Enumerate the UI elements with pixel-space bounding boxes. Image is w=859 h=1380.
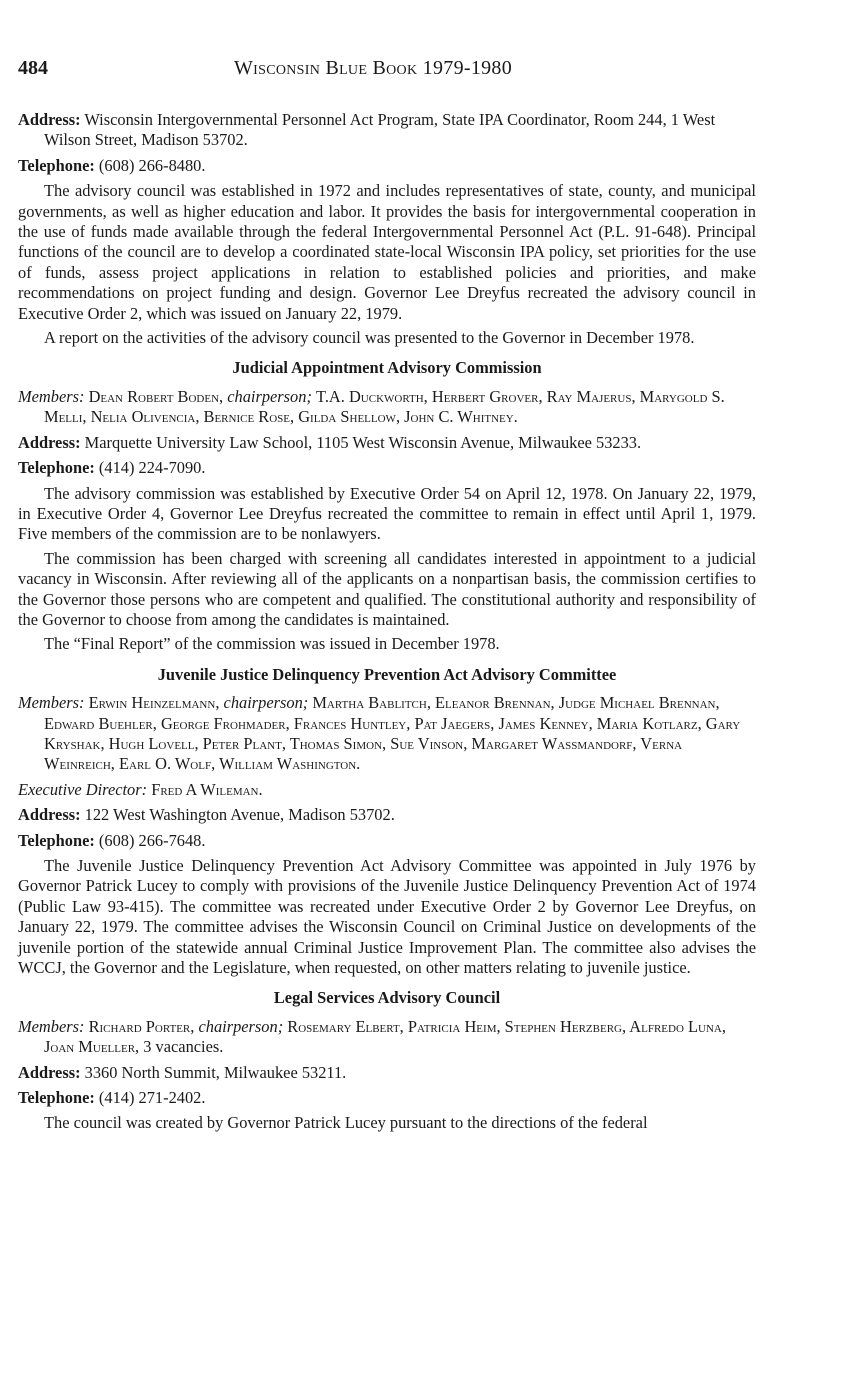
- vacancies-note: 3 vacancies.: [143, 1037, 224, 1057]
- address-label: Address:: [18, 110, 81, 129]
- legal-council-heading: Legal Services Advisory Council: [273, 988, 501, 1008]
- legal-address: [18, 1063, 756, 1083]
- members-label: Members:: [18, 1016, 85, 1036]
- members-label: Members:: [18, 386, 85, 406]
- juvenile-committee-heading: Juvenile Justice Delinquency Prevention Act Advisory Committee: [157, 664, 617, 684]
- telephone-label: Telephone:: [18, 458, 95, 478]
- address-label: Address:: [18, 1062, 81, 1082]
- address-text: Marquette University Law School, 1105 West Wisconsin Avenue, Milwaukee 53233.: [84, 432, 642, 452]
- members-list: Martha Bablitch, Eleanor Brennan, Judge Michael Brennan, Edward Buehler, George Frohmader, Frances Huntley, Pat Jaegers, James Kenney, Maria Kotlarz, Gary Kryshak, Hugh Lovell, Peter Plant, Thomas Simon, Sue Vinson, Margaret Wassmandorf, Verna Weinreich, Earl O. Wolf, William Washington.: [44, 693, 741, 774]
- judicial-paragraph-2: The commission has been charged with screening all candidates interested in appointment to a judicial vacancy in Wisconsin. After reviewing all of the applicants on a nonpartisan basis, the commission certifies to the Governor those persons who are competent and qualified. The constitutional authority and responsibility of the Governor to choose from among the candidates is maintained.: [18, 548, 756, 629]
- telephone-text: (414) 224-7090.: [98, 458, 206, 478]
- telephone-text: (414) 271-2402.: [98, 1088, 206, 1108]
- ipa-address: [18, 110, 756, 151]
- ipa-paragraph-2: A report on the activities of the advisory council was presented to the Governor in December 1978.: [44, 328, 695, 348]
- juvenile-paragraph-1: The Juvenile Justice Delinquency Prevention Act Advisory Committee was appointed in July 1976 by Governor Patrick Lucey to comply with provisions of the Juvenile Justice Delinquency Prevention Act of 1974 (Public Law 93-415). The committee was recreated under Executive Order 2 by Governor Lee Dreyfus, on January 22, 1979. The committee advises the Wisconsin Council on Criminal Justice on developments of the juvenile portion of the statewide annual Criminal Justice Improvement Plan. The committee also advises the WCCJ, the Governor and the Legislature, when requested, on other matters relating to juvenile justice.: [18, 856, 756, 978]
- juvenile-address: [18, 805, 756, 825]
- chair-name: Richard Porter,: [88, 1016, 195, 1036]
- chair-role: chairperson;: [198, 1016, 284, 1036]
- judicial-commission-heading: Judicial Appointment Advisory Commission: [232, 358, 542, 378]
- legal-paragraph-1: The council was created by Governor Patrick Lucey pursuant to the directions of the federal: [44, 1113, 648, 1133]
- judicial-address: [18, 433, 756, 453]
- juvenile-members: [18, 693, 756, 775]
- chair-role: chairperson;: [223, 693, 309, 713]
- address-text: 122 West Washington Avenue, Madison 53702.: [84, 805, 395, 825]
- running-head: Wisconsin Blue Book 1979-1980: [234, 57, 513, 79]
- juvenile-telephone: [18, 831, 756, 851]
- page-content: [18, 110, 756, 1138]
- judicial-paragraph-1: The advisory commission was established by Executive Order 54 on April 12, 1978. On January 22, 1979, in Executive Order 4, Governor Lee Dreyfus recreated the committee to remain in effect until April 1, 1979. Five members of the commission are to be nonlawyers.: [18, 483, 756, 544]
- telephone-text: (608) 266-7648.: [98, 830, 206, 850]
- address-text: Wisconsin Intergovernmental Personnel Act Program, State IPA Coordinator, Room 244, 1 West Wilson Street, Madison 53702.: [44, 110, 716, 150]
- address-label: Address:: [18, 432, 81, 452]
- chair-name: Erwin Heinzelmann,: [88, 693, 220, 713]
- members-label: Members:: [18, 693, 85, 713]
- director-name: Fred A Wileman.: [151, 779, 263, 799]
- address-label: Address:: [18, 805, 81, 825]
- judicial-members: [18, 387, 756, 428]
- members-list: T.A. Duckworth, Herbert Grover, Ray Majerus, Marygold S. Melli, Nelia Olivencia, Bernice Rose, Gilda Shellow, John C. Whitney.: [44, 386, 725, 427]
- page-number: 484: [18, 57, 48, 79]
- ipa-telephone: [18, 156, 756, 176]
- juvenile-executive-director: [18, 780, 756, 800]
- legal-telephone: [18, 1088, 756, 1108]
- judicial-telephone: [18, 458, 756, 478]
- chair-role: chairperson;: [227, 386, 312, 406]
- telephone-label: Telephone:: [18, 830, 95, 850]
- address-text: 3360 North Summit, Milwaukee 53211.: [84, 1062, 347, 1082]
- director-label: Executive Director:: [18, 779, 148, 799]
- chair-name: Dean Robert Boden,: [88, 386, 224, 406]
- telephone-label: Telephone:: [18, 155, 95, 175]
- members-list: Rosemary Elbert, Patricia Heim, Stephen Herzberg, Alfredo Luna, Joan Mueller,: [44, 1016, 726, 1057]
- judicial-paragraph-3: The “Final Report” of the commission was issued in December 1978.: [44, 634, 500, 654]
- ipa-paragraph-1: The advisory council was established in 1972 and includes representatives of state, county, and municipal governments, as well as higher education and labor. It provides the basis for intergovernmental cooperation in the use of funds made available through the federal Intergovernmental Personnel Act (P.L. 91-648). Principal functions of the council are to develop a coordinated state-local Wisconsin IPA policy, set priorities for the use of funds, assess project applications in relation to established policies and priorities, and make recommendations on project funding and design. Governor Lee Dreyfus recreated the advisory council in Executive Order 2, which was issued on January 22, 1979.: [18, 181, 756, 323]
- legal-members: [18, 1017, 756, 1058]
- telephone-text: (608) 266-8480.: [98, 155, 206, 175]
- telephone-label: Telephone:: [18, 1088, 95, 1108]
- page-header: [18, 58, 759, 86]
